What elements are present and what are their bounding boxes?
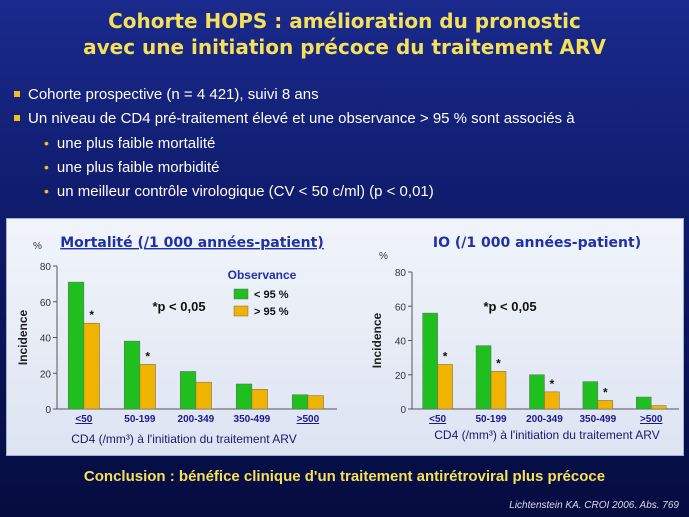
sub-bullet-1: [14, 132, 684, 156]
chart2-y-tick-label: 0: [400, 405, 406, 416]
bullet-1: [14, 84, 684, 108]
sub-bullet-3: [14, 180, 684, 204]
bullet-1-text: Cohorte prospective (n = 4 421), suivi 8 ans: [28, 86, 319, 103]
bullet-2: [14, 108, 684, 132]
chart1-bar: [292, 395, 308, 409]
chart1-legend-swatch: [234, 289, 248, 299]
chart2-bar: [423, 313, 438, 409]
chart1-legend-label: > 95 %: [254, 306, 289, 318]
chart2-significance-mark: *: [602, 385, 608, 400]
chart2-bar: [598, 400, 613, 409]
chart1-y-unit: %: [33, 241, 42, 252]
chart1-y-axis-label: Incidence: [16, 309, 30, 366]
bullet-list: [14, 84, 684, 204]
chart1-y-tick-label: 40: [39, 333, 51, 345]
chart2-bar: [529, 375, 544, 409]
dot-bullet-icon: •: [44, 183, 49, 199]
dot-bullet-icon: •: [44, 159, 49, 175]
chart1-bar: [68, 282, 84, 409]
conclusion-text: Conclusion : bénéfice clinique d'un traitement antirétroviral plus précoce: [83, 468, 606, 485]
title-line-2: avec une initiation précoce du traitement ARV: [83, 35, 606, 59]
chart1-bar: [308, 396, 324, 409]
source-citation: Lichtenstein KA. CROI 2006. Abs. 769: [509, 500, 679, 511]
chart1-x-tick-label: <50: [75, 414, 93, 425]
chart1-significance-mark: *: [145, 349, 151, 364]
chart2-x-tick-label: >500: [639, 414, 663, 425]
chart2-x-tick-label: <50: [429, 414, 447, 425]
chart2-annotation: *p < 0,05: [483, 299, 537, 314]
chart2-bar: [476, 346, 491, 409]
chart1-bar: [196, 382, 212, 409]
chart1-bar: [180, 371, 196, 409]
chart1-y-tick-label: 0: [45, 405, 51, 416]
chart1-bar: [252, 389, 268, 409]
chart1-bar: [236, 384, 252, 409]
chart1-legend-swatch: [234, 306, 248, 316]
chart1-bar: [124, 341, 140, 409]
chart2-significance-mark: *: [442, 349, 448, 364]
chart2-y-axis-label: Incidence: [370, 312, 384, 369]
sub-bullet-2-text: une plus faible morbidité: [56, 159, 220, 176]
bullet-2-text: Un niveau de CD4 pré-traitement élevé et une observance > 95 % sont associés à: [28, 110, 575, 127]
chart2-bar: [651, 406, 666, 409]
chart2-bar: [438, 364, 453, 409]
chart2-y-tick-label: 80: [394, 268, 406, 279]
chart2-x-tick-label: 350-499: [579, 414, 617, 425]
chart1-y-tick-label: 80: [39, 262, 51, 273]
chart1-x-tick-label: 50-199: [124, 414, 156, 425]
chart1-y-tick-label: 60: [39, 297, 51, 309]
chart1-x-tick-label: 200-349: [177, 414, 215, 425]
chart2-y-tick-label: 20: [394, 370, 406, 382]
chart2-bar: [583, 382, 598, 409]
sub-bullet-2: [14, 156, 684, 180]
chart2-significance-mark: *: [549, 376, 555, 391]
chart1-x-tick-label: 350-499: [233, 414, 271, 425]
chart2-y-tick-label: 40: [394, 336, 406, 348]
chart2-bar: [491, 371, 506, 409]
dot-bullet-icon: •: [44, 135, 49, 151]
chart1-legend-title: Observance: [227, 268, 297, 282]
square-bullet-icon: [14, 91, 20, 97]
chart2-significance-mark: *: [496, 356, 501, 371]
sub-bullet-3-text: un meilleur contrôle virologique (CV < 50 c/ml) (p < 0,01): [56, 183, 434, 200]
chart1-y-tick-label: 20: [39, 369, 51, 381]
sub-bullet-1-text: une plus faible mortalité: [56, 135, 216, 152]
title-line-1: Cohorte HOPS : amélioration du pronostic: [108, 9, 581, 33]
chart2-x-axis-label: CD4 (/mm³) à l'initiation du traitement ARV: [434, 428, 660, 442]
chart1-legend-label: < 95 %: [254, 289, 289, 301]
charts-panel: [6, 218, 684, 456]
chart1-bar: [84, 323, 100, 409]
slide-title: [0, 8, 689, 60]
chart2-bar: [544, 392, 559, 409]
chart2-y-tick-label: 60: [394, 302, 406, 314]
charts-svg: [7, 219, 683, 455]
square-bullet-icon: [14, 115, 20, 121]
chart2-x-tick-label: 50-199: [475, 414, 507, 425]
chart1-x-axis-label: CD4 (/mm³) à l'initiation du traitement ARV: [71, 432, 297, 446]
chart1-bar: [140, 364, 156, 409]
chart1-title: Mortalité (/1 000 années-patient): [60, 235, 324, 251]
chart2-y-unit: %: [379, 251, 388, 262]
chart1-significance-mark: *: [89, 308, 95, 323]
chart1-x-tick-label: >500: [296, 414, 320, 425]
chart1-annotation: *p < 0,05: [152, 299, 206, 314]
chart2-title: IO (/1 000 années-patient): [432, 235, 642, 251]
chart2-bar: [636, 397, 651, 409]
chart2-x-tick-label: 200-349: [526, 414, 563, 425]
